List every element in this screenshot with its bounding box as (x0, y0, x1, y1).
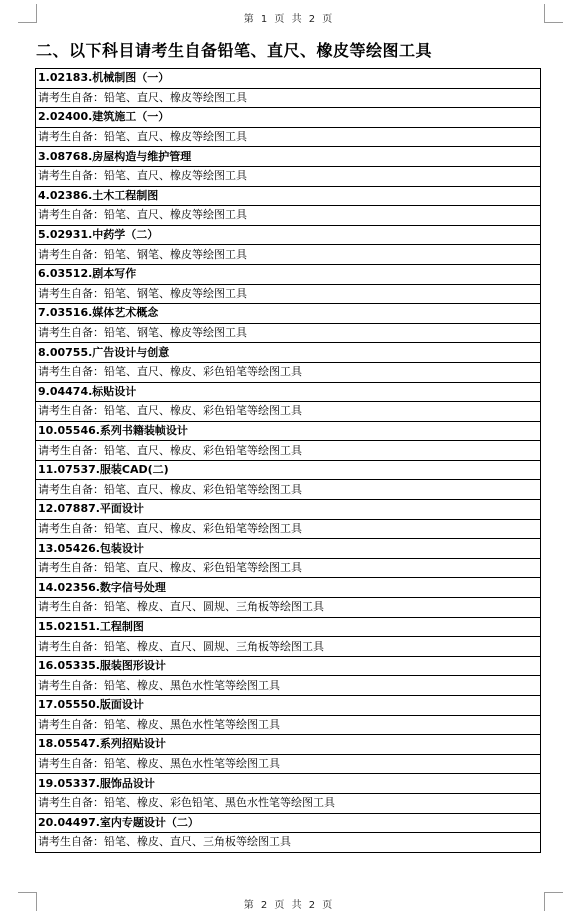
subject-requirement: 请考生自备：铅笔、直尺、橡皮、彩色铅笔等绘图工具 (36, 441, 541, 461)
subject-title: 7.03516.媒体艺术概念 (36, 304, 541, 324)
subject-title: 5.02931.中药学（二） (36, 225, 541, 245)
subject-requirement-row (36, 402, 541, 422)
page-number-header: 第 1 页 共 2 页 (243, 14, 335, 25)
subject-title-row (36, 813, 541, 833)
subject-requirement: 请考生自备：铅笔、橡皮、彩色铅笔、黑色水性笔等绘图工具 (36, 793, 541, 813)
subject-title: 19.05337.服饰品设计 (36, 774, 541, 794)
subject-title: 3.08768.房屋构造与维护管理 (36, 147, 541, 167)
page-number-footer: 第 2 页 共 2 页 (243, 900, 335, 911)
subject-title-row (36, 696, 541, 716)
subject-requirement: 请考生自备：铅笔、直尺、橡皮等绘图工具 (36, 166, 541, 186)
subject-title-row (36, 343, 541, 363)
subject-title-row (36, 186, 541, 206)
subject-title: 13.05426.包装设计 (36, 539, 541, 559)
subject-title: 11.07537.服装CAD(二) (36, 460, 541, 480)
subject-title: 16.05335.服装图形设计 (36, 656, 541, 676)
subject-requirement: 请考生自备：铅笔、橡皮、直尺、圆规、三角板等绘图工具 (36, 637, 541, 657)
subject-requirement: 请考生自备：铅笔、钢笔、橡皮等绘图工具 (36, 323, 541, 343)
subject-title: 4.02386.土木工程制图 (36, 186, 541, 206)
subject-requirement: 请考生自备：铅笔、直尺、橡皮、彩色铅笔等绘图工具 (36, 402, 541, 422)
subject-title: 18.05547.系列招贴设计 (36, 735, 541, 755)
subject-title-row (36, 421, 541, 441)
subject-requirement: 请考生自备：铅笔、橡皮、黑色水性笔等绘图工具 (36, 754, 541, 774)
subject-title-row (36, 147, 541, 167)
subject-title-row (36, 500, 541, 520)
subject-requirement-row (36, 88, 541, 108)
subject-title-row (36, 382, 541, 402)
subject-title: 9.04474.标贴设计 (36, 382, 541, 402)
subject-title: 14.02356.数字信号处理 (36, 578, 541, 598)
subject-requirement-row (36, 127, 541, 147)
subject-requirement-row (36, 598, 541, 618)
subject-requirement: 请考生自备：铅笔、橡皮、直尺、三角板等绘图工具 (36, 833, 541, 853)
subject-requirement: 请考生自备：铅笔、直尺、橡皮、彩色铅笔等绘图工具 (36, 480, 541, 500)
subject-requirement-row (36, 676, 541, 696)
subject-requirement: 请考生自备：铅笔、直尺、橡皮、彩色铅笔等绘图工具 (36, 558, 541, 578)
subject-requirement: 请考生自备：铅笔、直尺、橡皮、彩色铅笔等绘图工具 (36, 519, 541, 539)
subject-requirement: 请考生自备：铅笔、钢笔、橡皮等绘图工具 (36, 245, 541, 265)
subjects-table (35, 68, 541, 853)
subject-requirement-row (36, 362, 541, 382)
subject-requirement: 请考生自备：铅笔、直尺、橡皮等绘图工具 (36, 206, 541, 226)
subject-requirement-row (36, 833, 541, 853)
subject-title: 15.02151.工程制图 (36, 617, 541, 637)
subject-requirement-row (36, 166, 541, 186)
subject-title-row (36, 264, 541, 284)
subject-title: 17.05550.版面设计 (36, 696, 541, 716)
subject-requirement-row (36, 519, 541, 539)
subject-title-row (36, 774, 541, 794)
subject-title-row (36, 578, 541, 598)
subject-title: 6.03512.剧本写作 (36, 264, 541, 284)
subject-requirement: 请考生自备：铅笔、橡皮、黑色水性笔等绘图工具 (36, 715, 541, 735)
subject-title: 12.07887.平面设计 (36, 500, 541, 520)
subject-title-row (36, 304, 541, 324)
subject-title-row (36, 225, 541, 245)
subject-requirement-row (36, 284, 541, 304)
subject-requirement: 请考生自备：铅笔、钢笔、橡皮等绘图工具 (36, 284, 541, 304)
subject-requirement: 请考生自备：铅笔、直尺、橡皮等绘图工具 (36, 127, 541, 147)
subject-title-row (36, 617, 541, 637)
subject-requirement-row (36, 245, 541, 265)
subject-requirement: 请考生自备：铅笔、直尺、橡皮等绘图工具 (36, 88, 541, 108)
subject-requirement-row (36, 754, 541, 774)
subject-requirement-row (36, 441, 541, 461)
subject-requirement: 请考生自备：铅笔、橡皮、黑色水性笔等绘图工具 (36, 676, 541, 696)
subject-title-row (36, 656, 541, 676)
subject-title: 1.02183.机械制图（一） (36, 69, 541, 89)
subject-title: 10.05546.系列书籍装帧设计 (36, 421, 541, 441)
subject-requirement-row (36, 715, 541, 735)
subject-title-row (36, 460, 541, 480)
subject-requirement-row (36, 637, 541, 657)
subject-title-row (36, 108, 541, 128)
subject-requirement-row (36, 206, 541, 226)
section-heading: 二、以下科目请考生自备铅笔、直尺、橡皮等绘图工具 (36, 41, 433, 60)
subject-title: 8.00755.广告设计与创意 (36, 343, 541, 363)
subject-requirement: 请考生自备：铅笔、橡皮、直尺、圆规、三角板等绘图工具 (36, 598, 541, 618)
subject-requirement-row (36, 480, 541, 500)
subject-title-row (36, 735, 541, 755)
subject-title: 20.04497.室内专题设计（二） (36, 813, 541, 833)
subject-title-row (36, 69, 541, 89)
subject-requirement-row (36, 558, 541, 578)
subject-requirement-row (36, 793, 541, 813)
subject-requirement: 请考生自备：铅笔、直尺、橡皮、彩色铅笔等绘图工具 (36, 362, 541, 382)
subject-requirement-row (36, 323, 541, 343)
subject-title-row (36, 539, 541, 559)
subject-title: 2.02400.建筑施工（一） (36, 108, 541, 128)
